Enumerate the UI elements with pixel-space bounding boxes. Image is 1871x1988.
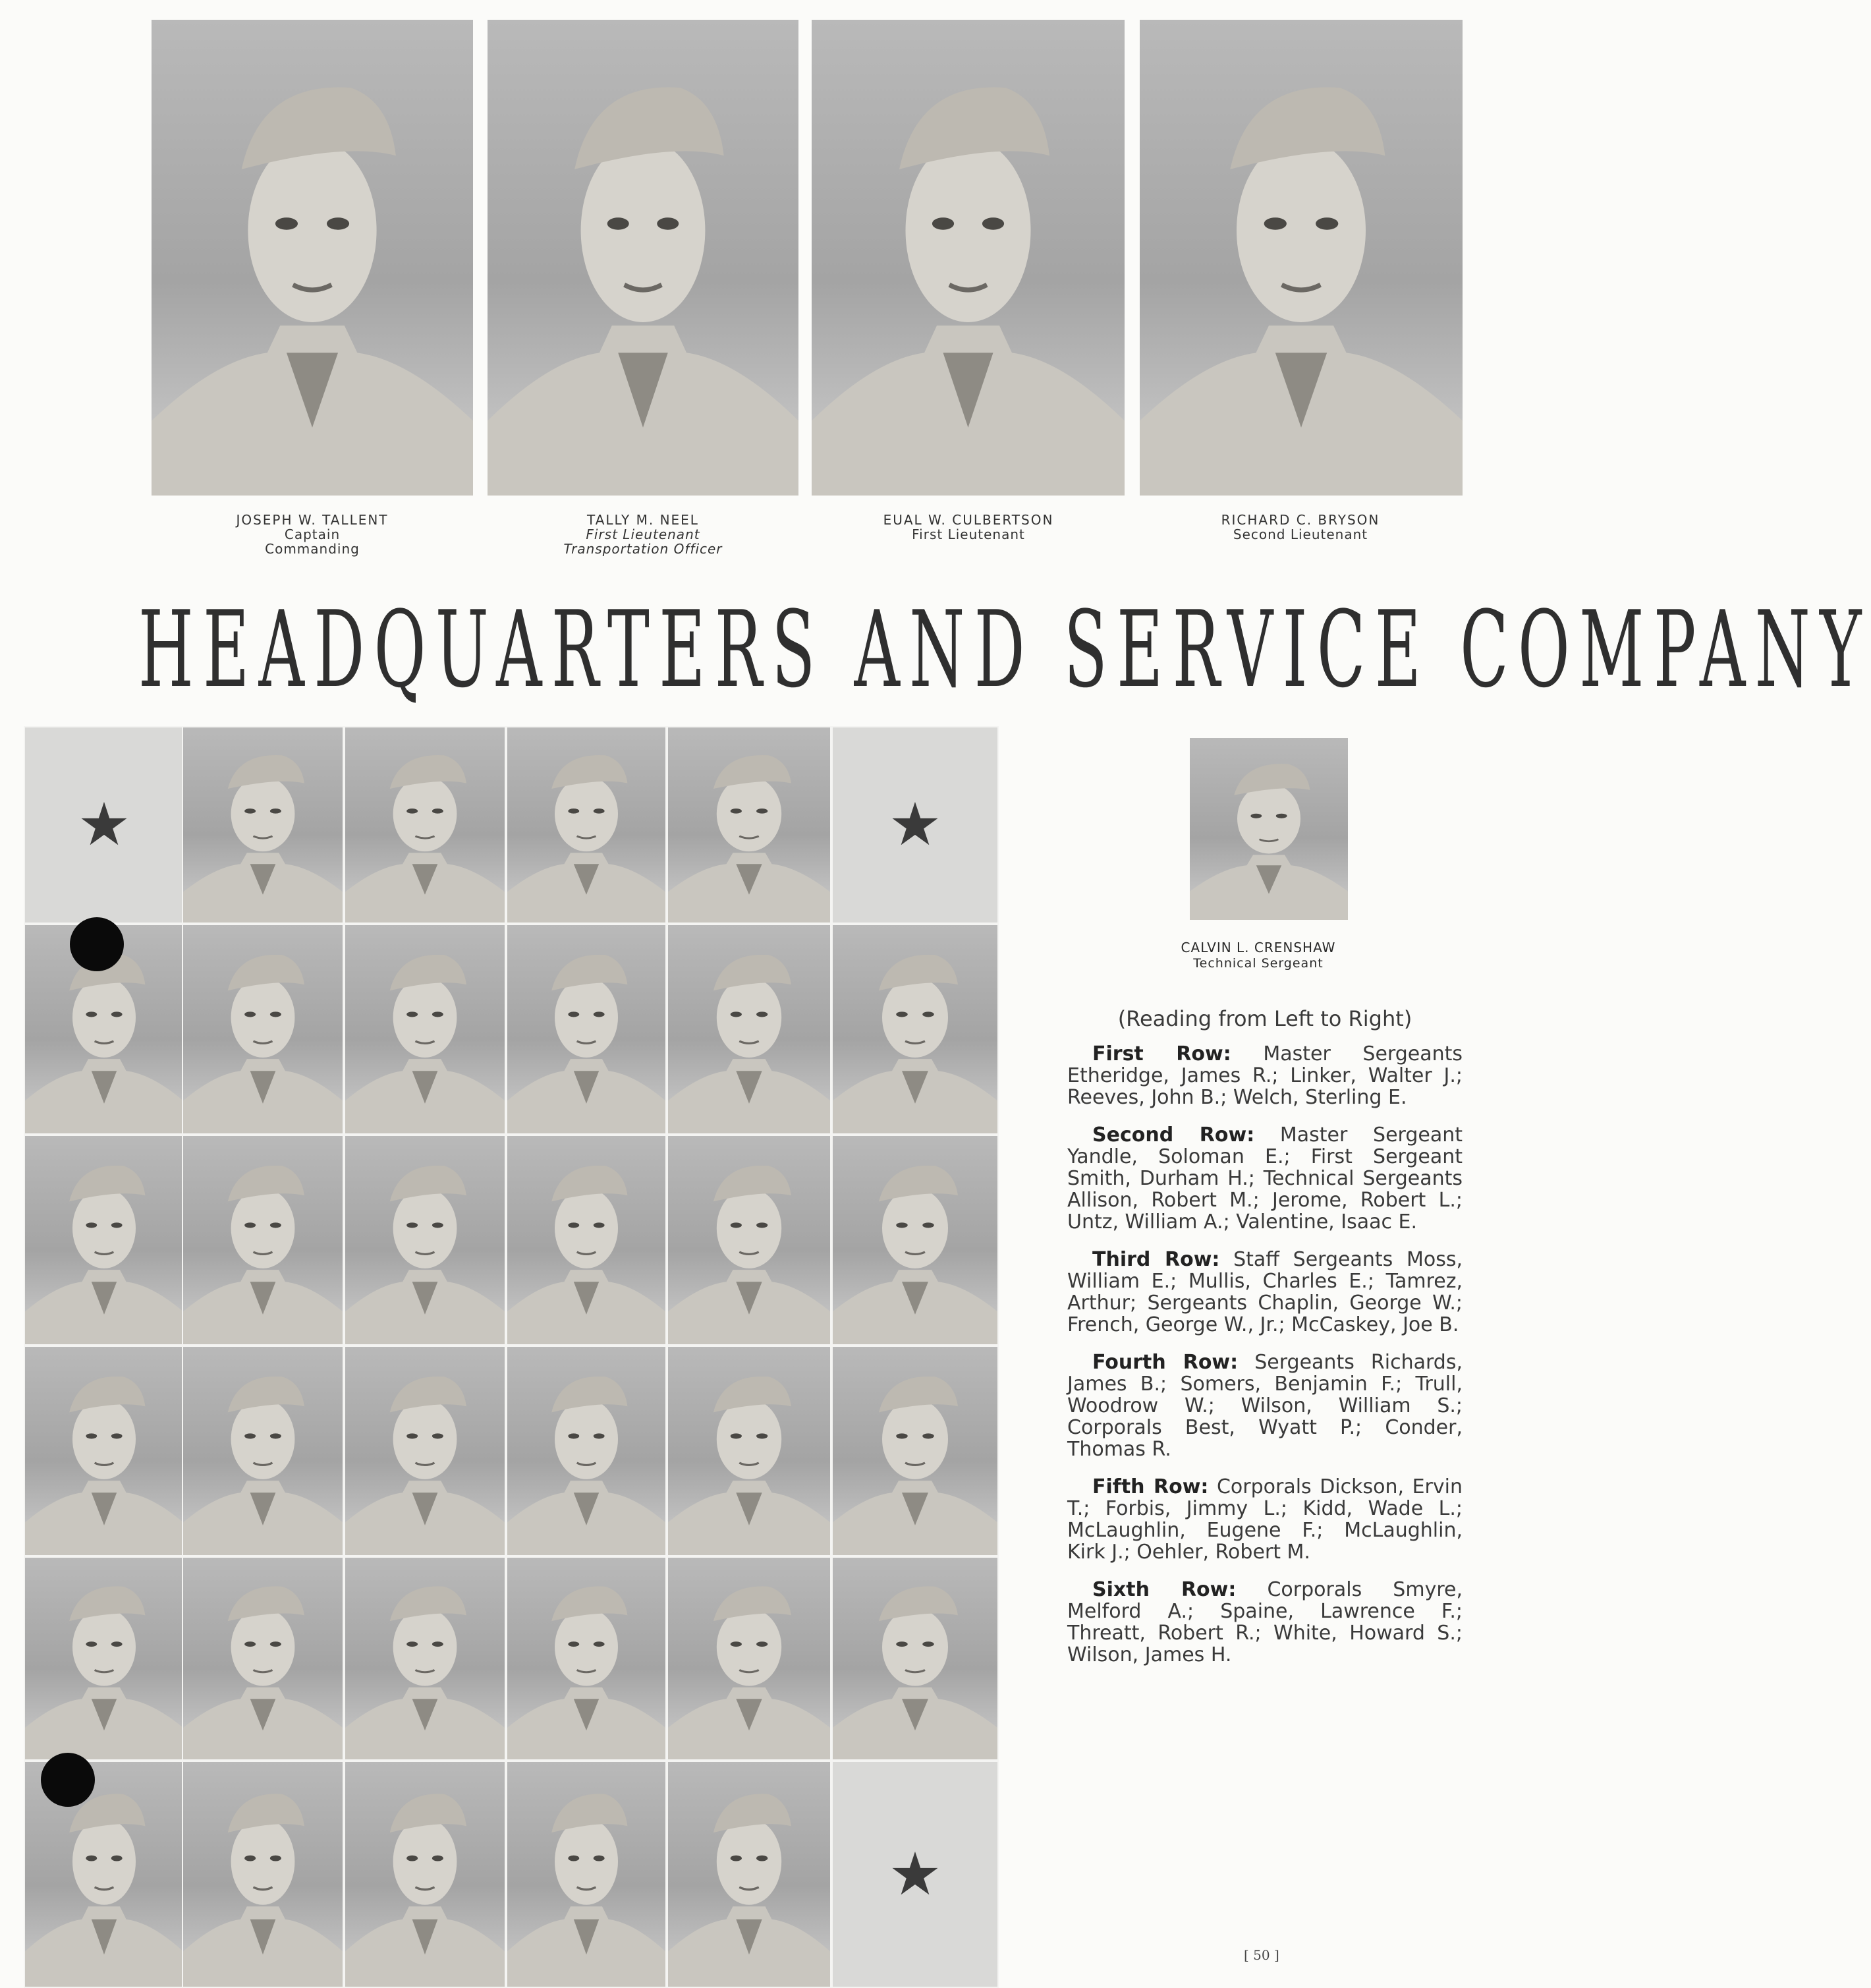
enlisted-photo (344, 1135, 506, 1346)
star-icon: ★ (888, 1839, 942, 1909)
roster-row-names: Sergeants Richards, James B.; Somers, Benjamin F.; Trull, Woodrow W.; Wilson, William S.; Corporals Best, Wyatt P.; Conder, Thomas R. (1067, 1351, 1463, 1461)
enlisted-photo (182, 1346, 344, 1556)
roster-row-names: Master Sergeants Etheridge, James R.; Linker, Walter J.; Reeves, John B.; Welch, Sterling E. (1067, 1042, 1463, 1109)
star-icon: ★ (77, 790, 131, 859)
portrait-silhouette (668, 925, 830, 1133)
star-placeholder (24, 726, 184, 924)
portrait-silhouette (668, 1347, 830, 1555)
portrait-silhouette (183, 1136, 343, 1344)
officer-caption-bryson (1142, 513, 1459, 542)
enlisted-photo (506, 1346, 667, 1556)
portrait-silhouette (345, 925, 505, 1133)
portrait-silhouette (668, 1136, 830, 1344)
portrait-silhouette (507, 1558, 665, 1759)
binder-hole-top (70, 917, 124, 971)
portrait-silhouette (507, 925, 665, 1133)
binder-hole-bottom (41, 1753, 95, 1807)
officer-rank: First Lieutenant (912, 526, 1025, 542)
enlisted-photo (506, 726, 667, 924)
officer-photo-tallent (152, 20, 473, 496)
officer-name: RICHARD C. BRYSON (1221, 512, 1380, 528)
portrait-silhouette (183, 1558, 343, 1759)
enlisted-photo (344, 1761, 506, 1988)
star-placeholder (831, 726, 999, 924)
enlisted-photo (506, 1556, 667, 1761)
star-icon: ★ (888, 790, 942, 859)
enlisted-photo (506, 924, 667, 1135)
portrait-silhouette (812, 20, 1125, 496)
portrait-silhouette (833, 925, 997, 1133)
portrait-silhouette (1190, 738, 1348, 920)
roster-row-names: Corporals Smyre, Melford A.; Spaine, Lawrence F.; Threatt, Robert R.; White, Howard S.; Wilson, James H. (1067, 1578, 1463, 1666)
tech-sergeant-caption (1146, 940, 1370, 971)
portrait-silhouette (183, 1762, 343, 1987)
page-title: HEADQUARTERS AND SERVICE COMPANY (138, 588, 1871, 711)
enlisted-photo (667, 1346, 831, 1556)
roster-row-label: Fifth Row: (1092, 1475, 1209, 1498)
portrait-silhouette (668, 727, 830, 923)
portrait-silhouette (152, 20, 473, 496)
portrait-silhouette (345, 1347, 505, 1555)
portrait-silhouette (507, 727, 665, 923)
roster-row-1 (1067, 1043, 1463, 1108)
enlisted-photo (182, 1761, 344, 1988)
roster-row-label: Fourth Row: (1092, 1351, 1239, 1374)
officer-photo-neel (488, 20, 798, 496)
enlisted-photo (667, 1761, 831, 1988)
enlisted-photo (667, 1556, 831, 1761)
officer-caption-neel (485, 513, 801, 556)
officer-photo-bryson (1140, 20, 1463, 496)
portrait-silhouette (1140, 20, 1463, 496)
portrait-silhouette (183, 1347, 343, 1555)
roster-row-6 (1067, 1579, 1463, 1666)
officer-name: TALLY M. NEEL (587, 512, 699, 528)
portrait-silhouette (345, 1136, 505, 1344)
roster-row-label: Second Row: (1092, 1123, 1255, 1147)
roster-row-2 (1067, 1124, 1463, 1233)
officer-photo-culbertson (812, 20, 1125, 496)
enlisted-photo (182, 924, 344, 1135)
portrait-silhouette (183, 925, 343, 1133)
officer-name: JOSEPH W. TALLENT (236, 512, 389, 528)
enlisted-photo (24, 1346, 184, 1556)
enlisted-photo (506, 1135, 667, 1346)
portrait-silhouette (833, 1136, 997, 1344)
enlisted-photo (831, 1135, 999, 1346)
officer-rank: Captain (284, 526, 341, 542)
portrait-silhouette (833, 1558, 997, 1759)
enlisted-photo (182, 726, 344, 924)
officer-caption-culbertson (810, 513, 1127, 542)
officer-name: EUAL W. CULBERTSON (883, 512, 1054, 528)
star-placeholder (831, 1761, 999, 1988)
roster-row-names: Master Sergeant Yandle, Soloman E.; First Sergeant Smith, Durham H.; Technical Sergeants Allison, Robert M.; Jerome, Robert L.; Untz, William A.; Valentine, Isaac E. (1067, 1123, 1463, 1234)
portrait-silhouette (345, 1762, 505, 1987)
enlisted-photo (24, 1556, 184, 1761)
portrait-silhouette (507, 1347, 665, 1555)
portrait-silhouette (183, 727, 343, 923)
tech-sergeant-rank: Technical Sergeant (1193, 956, 1324, 971)
officer-duty: Commanding (265, 541, 360, 557)
enlisted-photo (344, 1556, 506, 1761)
portrait-silhouette (507, 1762, 665, 1987)
portrait-silhouette (488, 20, 798, 496)
enlisted-photo (506, 1761, 667, 1988)
enlisted-photo (344, 1346, 506, 1556)
page-number: [ 50 ] (1244, 1947, 1279, 1963)
portrait-silhouette (345, 727, 505, 923)
portrait-silhouette (668, 1762, 830, 1987)
enlisted-photo (344, 924, 506, 1135)
roster-heading: (Reading from Left to Right) (1117, 1006, 1412, 1031)
officer-rank: First Lieutenant (586, 526, 700, 542)
roster-row-names: Staff Sergeants Moss, William E.; Mullis, Charles E.; Tamrez, Arthur; Sergeants Chaplin, George W.; French, George W., Jr.; McCaskey, Joe B. (1067, 1248, 1463, 1336)
enlisted-photo (667, 726, 831, 924)
officer-duty: Transportation Officer (563, 541, 723, 557)
portrait-silhouette (25, 1558, 183, 1759)
roster-row-5 (1067, 1476, 1463, 1563)
enlisted-photo (24, 1135, 184, 1346)
roster-text (1067, 1008, 1463, 1682)
tech-sergeant-name: CALVIN L. CRENSHAW (1181, 940, 1336, 955)
roster-row-label: Sixth Row: (1092, 1578, 1237, 1601)
tech-sergeant-photo (1190, 738, 1348, 920)
roster-row-label: First Row: (1092, 1042, 1231, 1065)
officer-rank: Second Lieutenant (1233, 526, 1368, 542)
enlisted-photo (344, 726, 506, 924)
roster-row-3 (1067, 1249, 1463, 1336)
enlisted-photo (667, 1135, 831, 1346)
portrait-silhouette (668, 1558, 830, 1759)
portrait-silhouette (833, 1347, 997, 1555)
roster-row-label: Third Row: (1092, 1248, 1220, 1271)
enlisted-photo (831, 924, 999, 1135)
portrait-silhouette (507, 1136, 665, 1344)
enlisted-photo (831, 1346, 999, 1556)
enlisted-photo (831, 1556, 999, 1761)
officer-caption-tallent (154, 513, 470, 556)
enlisted-photo (667, 924, 831, 1135)
portrait-silhouette (345, 1558, 505, 1759)
enlisted-photo (182, 1135, 344, 1346)
enlisted-photo (182, 1556, 344, 1761)
roster-row-4 (1067, 1351, 1463, 1460)
portrait-silhouette (25, 1136, 183, 1344)
portrait-silhouette (25, 1347, 183, 1555)
roster-row-names: Corporals Dickson, Ervin T.; Forbis, Jimmy L.; Kidd, Wade L.; McLaughlin, Eugene F.; McLaughlin, Kirk J.; Oehler, Robert M. (1067, 1475, 1463, 1564)
